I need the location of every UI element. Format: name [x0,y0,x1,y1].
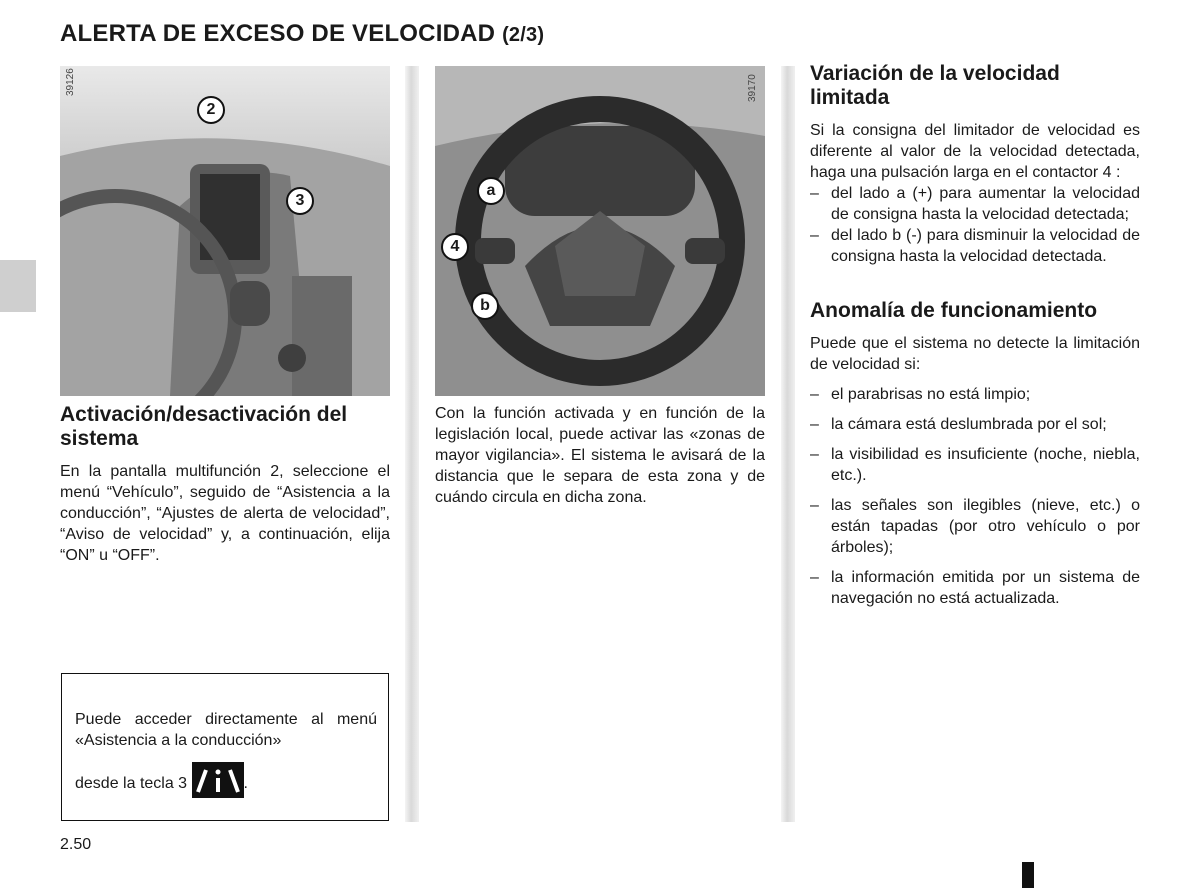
figure-id: 39170 [747,74,758,102]
section-heading: Activación/desactivación del sistema [60,403,348,450]
anomaly-list [810,384,1140,609]
info-note [61,673,389,821]
page-title: ALERTA DE EXCESO DE VELOCIDAD (2/3) [60,20,545,47]
callout-b: b [471,292,499,320]
col1-section [60,403,390,566]
page-edge-mark [1022,862,1034,888]
col2-section [435,403,765,508]
col3-section [810,62,1140,609]
callout-3: 3 [286,187,314,215]
list-item: – la visibilidad es insuficiente (noche, niebla, etc.). [810,444,1140,486]
list-item: – del lado b (-) para disminuir la velocidad de consigna hasta la velocidad detectada. [810,225,1140,267]
adjust-list [810,183,1140,267]
col2-paragraph: Con la función activada y en función de la legislación local, puede activar las «zonas de mayor vigilancia». El sistema le avisará de la distancia que le separa de esta zona y de cuándo circula en dicha zona. [435,405,765,506]
col1-paragraph: En la pantalla multifunción 2, seleccione el menú “Vehículo”, seguido de “Asistencia a la conducción”, “Ajustes de alerta de velocidad”, “Aviso de velocidad” y, a continuación, elija “ON” u “OFF”. [60,463,390,564]
list-item: – las señales son ilegibles (nieve, etc.) o están tapadas (por otro vehículo o por árboles); [810,495,1140,558]
steering-wheel-photo [435,66,765,396]
callout-2: 2 [197,96,225,124]
list-item: – del lado a (+) para aumentar la velocidad de consigna hasta la velocidad detectada; [810,183,1140,225]
list-item: – el parabrisas no está limpio; [810,384,1140,405]
column-divider [405,66,419,822]
section-heading: Variación de la velocidad limitada [810,62,1060,109]
list-item: – la información emitida por un sistema de navegación no está actualizada. [810,567,1140,609]
note-key-line: desde la tecla 3 . [75,766,248,802]
column-divider [781,66,795,822]
figure-id: 39126 [65,68,76,96]
note-text: desde la tecla 3 [75,775,188,793]
callout-4: 4 [441,233,469,261]
list-item: – la cámara está deslumbrada por el sol; [810,414,1140,435]
section-heading: Anomalía de funcionamiento [810,299,1098,322]
page-number: 2.50 [60,836,92,853]
callout-a: a [477,177,505,205]
col3-intro: Si la consigna del limitador de velocidad es diferente al valor de la velocidad detectada, haga una pulsación larga en el contactor 4 : [810,122,1140,181]
col3-intro: Puede que el sistema no detecte la limitación de velocidad si: [810,335,1140,373]
note-text: Puede acceder directamente al menú «Asistencia a la conducción» [75,711,377,749]
section-tab [0,260,36,312]
road-assist-key-icon [192,762,244,798]
dashboard-photo [60,66,390,396]
